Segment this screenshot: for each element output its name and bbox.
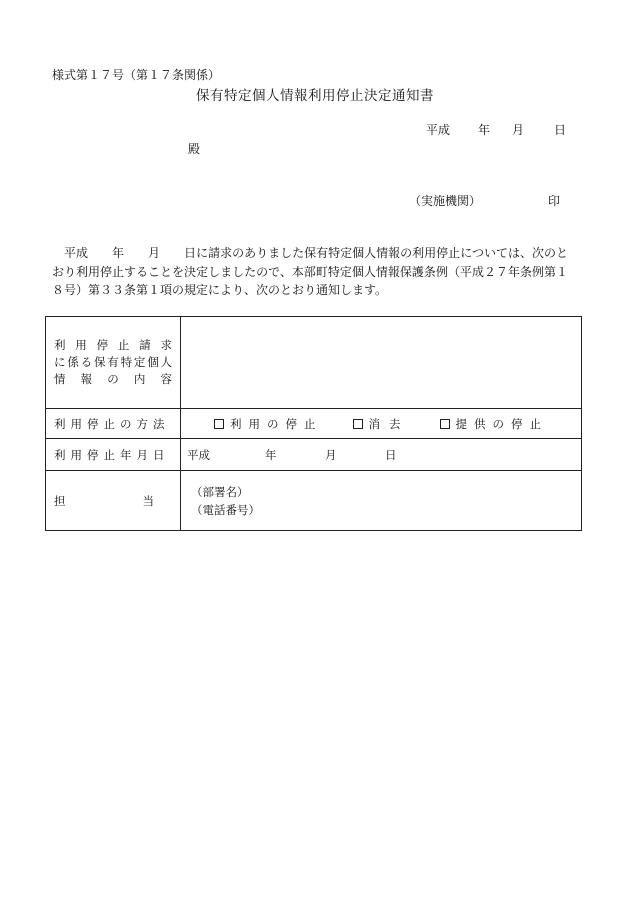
phone-label: （電話番号） [191, 502, 260, 517]
notice-date [426, 121, 566, 138]
checkbox-icon[interactable] [353, 419, 363, 429]
label-char: 止 [117, 338, 130, 352]
decision-day: 日 [385, 447, 397, 462]
checkbox-icon[interactable] [440, 419, 450, 429]
label-char: 請 [139, 338, 151, 352]
label-char: 容 [160, 372, 172, 386]
label-line-1 [54, 337, 172, 354]
table-row [46, 409, 582, 439]
document-title: 保有特定個人情報利用停止決定通知書 [196, 88, 434, 104]
method-label: 利用停止の方法 [46, 409, 181, 439]
label-char: 個 [147, 355, 159, 369]
label-char: 用 [75, 338, 87, 352]
label-char: 人 [160, 355, 172, 369]
label-char: 停 [96, 338, 109, 352]
form-number: 様式第１７号（第１７条関係） [52, 68, 221, 82]
decision-era: 平成 [187, 447, 210, 462]
label-char: 有 [107, 355, 119, 369]
request-content-field[interactable] [181, 317, 582, 409]
details-table [45, 316, 581, 531]
date-month: 月 [512, 123, 525, 137]
table-row [46, 317, 582, 409]
decision-date-field[interactable] [181, 439, 582, 471]
addressee-suffix: 殿 [188, 142, 201, 156]
label-line-2 [54, 354, 172, 371]
method-option-stop-use[interactable]: 利用の停止 [214, 416, 323, 432]
label-char: 保 [93, 355, 106, 369]
label-char: 特 [120, 355, 133, 369]
decision-month: 月 [325, 447, 337, 462]
label-char: 定 [133, 355, 146, 369]
table-row [46, 439, 582, 471]
request-content-label [46, 317, 181, 409]
date-day: 日 [553, 123, 566, 137]
notice-body: 平成 年 月 日に請求のありました保有特定個人情報の利用停止については、次のとおり利用停止することを決定しましたので、本部町特定個人情報保護条例（平成２７年条例第１８号）第３３条第１項の規定により、次のとおり通知します。 [52, 246, 568, 297]
department-label: （部署名） [191, 484, 249, 499]
agency-label: （実施機関） [409, 194, 482, 208]
label-line-3 [54, 371, 172, 388]
label-char: 情 [54, 372, 66, 386]
method-option-stop-provision[interactable]: 提供の停止 [440, 416, 549, 432]
label-char: 求 [160, 338, 172, 352]
decision-date-label: 利用停止年月日 [46, 439, 181, 471]
date-year: 年 [478, 123, 491, 137]
label-char: 報 [80, 372, 93, 386]
method-option-erase[interactable]: 消去 [353, 416, 410, 432]
contact-field[interactable] [181, 471, 582, 531]
date-era: 平成 [426, 123, 451, 137]
label-char: 利 [54, 338, 66, 352]
label-char: の [107, 372, 119, 386]
checkbox-icon[interactable] [214, 419, 224, 429]
label-char: る [80, 355, 93, 369]
contact-label: 担 当 [46, 471, 181, 531]
label-char: 係 [67, 355, 79, 369]
seal-mark: 印 [548, 194, 561, 208]
method-options [181, 409, 582, 439]
label-char: に [54, 355, 66, 369]
table-row [46, 471, 582, 531]
label-char: 内 [133, 372, 146, 386]
decision-year: 年 [265, 447, 277, 462]
